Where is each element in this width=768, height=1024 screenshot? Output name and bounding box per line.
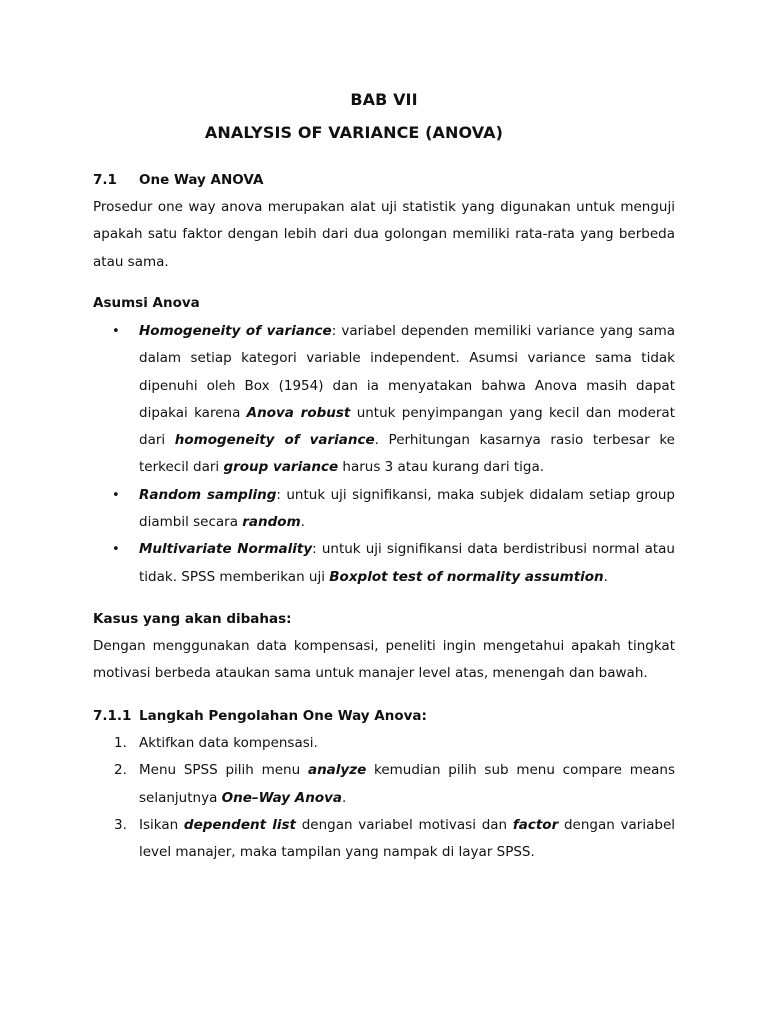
text: harus 3 atau kurang dari tiga.	[338, 459, 545, 476]
section-number: 7.1	[93, 172, 117, 188]
section-title: One Way ANOVA	[139, 172, 264, 188]
kasus-paragraph: Dengan menggunakan data kompensasi, peneliti ingin mengetahui apakah tingkat motivasi berbeda ataukan sama untuk manajer level atas, menengah dan bawah.	[93, 638, 675, 682]
step-number: 2.	[114, 762, 127, 779]
text: kemudian pilih sub menu compare means selanjutnya	[139, 762, 676, 806]
chapter-title: BAB VII	[350, 90, 418, 109]
text: : variabel dependen memiliki variance yang sama dalam setiap kategori variable independent. Asumsi variance sama tidak dipenuhi oleh Box (1954) dan ia menyatakan bahwa Anova masih dapat dipakai karena	[139, 323, 675, 421]
section-7-1-1-heading	[93, 708, 427, 724]
asumsi-list	[112, 318, 675, 591]
term: factor	[512, 816, 559, 833]
term: Boxplot test of normality assumtion	[329, 568, 604, 585]
section-7-1-heading	[93, 172, 263, 188]
list-item	[112, 482, 675, 537]
step-number: 1.	[114, 735, 127, 751]
bullet-icon: •	[112, 324, 120, 339]
term: Random sampling	[139, 486, 277, 503]
text: .	[603, 568, 608, 585]
text: . Perhitungan kasarnya rasio terbesar ke terkecil dari	[139, 432, 675, 476]
chapter-subtitle: ANALYSIS OF VARIANCE (ANOVA)	[204, 123, 504, 142]
section-7-1-paragraph: Prosedur one way anova merupakan alat uji statistik yang digunakan untuk menguji apakah satu faktor dengan lebih dari dua golongan memiliki rata-rata yang berbeda atau sama.	[93, 199, 675, 270]
term: group variance	[223, 459, 339, 476]
section-title: Langkah Pengolahan One Way Anova:	[139, 708, 427, 724]
term: dependent list	[183, 816, 296, 833]
asumsi-heading: Asumsi Anova	[93, 295, 200, 311]
term: Anova robust	[246, 404, 351, 421]
list-item	[112, 536, 675, 591]
bullet-icon: •	[112, 542, 120, 558]
text: dengan variabel motivasi dan	[295, 816, 513, 833]
text: .	[300, 514, 305, 531]
text: : untuk uji signifikansi data berdistribusi normal atau tidak. SPSS memberikan uji	[139, 541, 675, 585]
list-item	[114, 757, 676, 812]
text: : untuk uji signifikansi, maka subjek didalam setiap group diambil secara	[139, 486, 675, 531]
term: Homogeneity of variance	[139, 323, 332, 339]
list-item	[114, 812, 676, 867]
bullet-icon: •	[112, 487, 120, 503]
text: Menu SPSS pilih menu	[139, 762, 308, 779]
term: One–Way Anova	[221, 789, 343, 806]
text: dengan variabel level manajer, maka tampilan yang nampak di layar SPSS.	[139, 816, 676, 861]
text: Aktifkan data kompensasi.	[139, 735, 318, 751]
text: untuk penyimpangan yang kecil dan moderat dari	[139, 404, 675, 449]
text: Isikan	[139, 816, 184, 833]
steps-list	[114, 730, 676, 866]
term: analyze	[307, 762, 367, 779]
list-item	[112, 318, 675, 482]
term: homogeneity of variance	[174, 432, 375, 449]
step-number: 3.	[114, 816, 127, 833]
text: .	[342, 789, 347, 806]
term: random	[242, 514, 301, 531]
section-number: 7.1.1	[93, 708, 132, 724]
list-item	[114, 730, 675, 757]
kasus-heading: Kasus yang akan dibahas:	[93, 611, 292, 627]
term: Multivariate Normality	[139, 541, 313, 558]
